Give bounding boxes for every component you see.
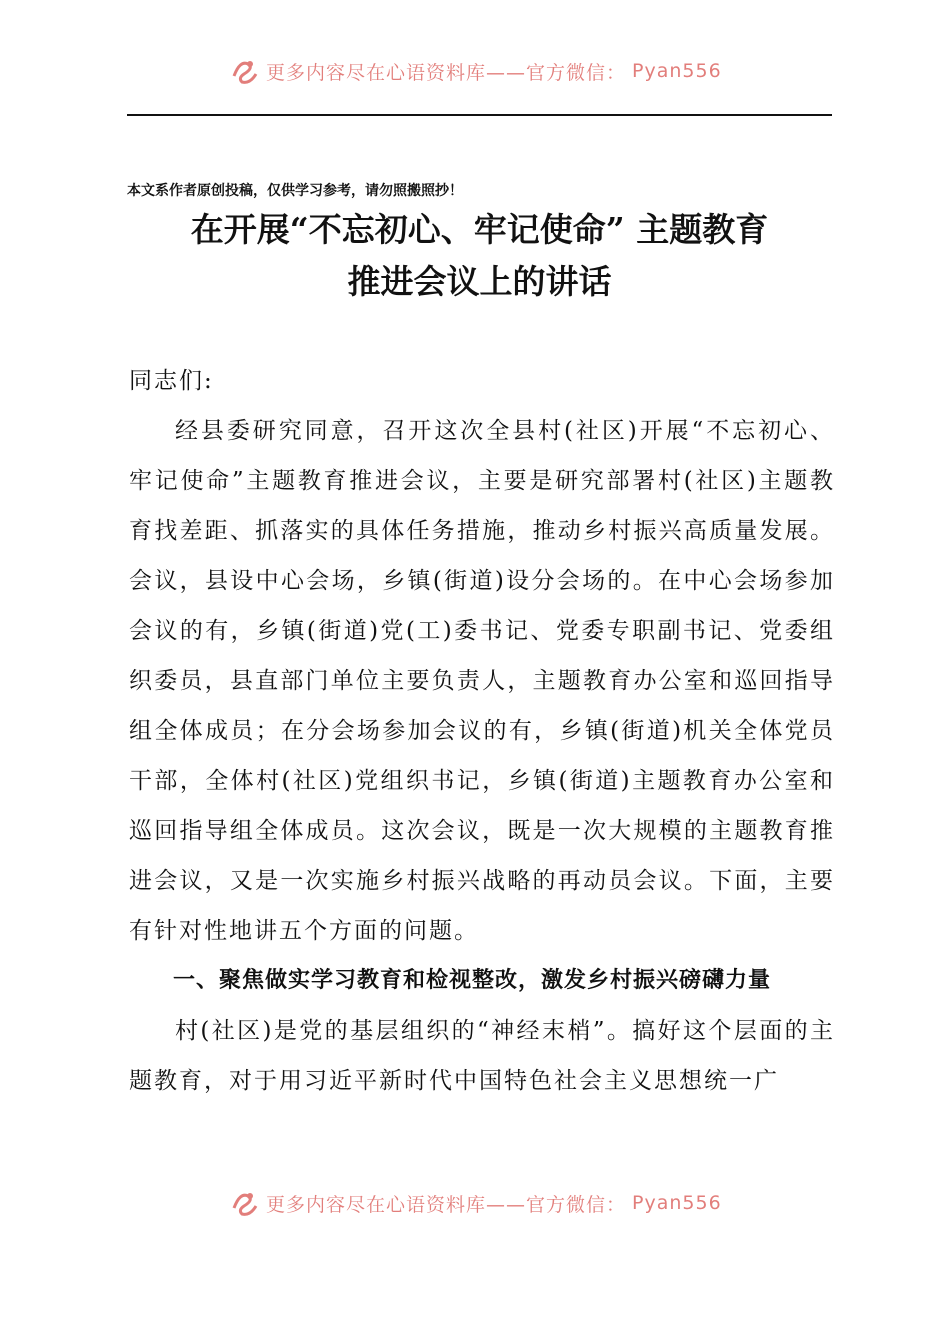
title-line-2: 推进会议上的讲话 [347, 262, 612, 301]
paragraph-2: 村(社区)是党的基层组织的“神经末梢”。搞好这个层面的主题教育，对于用习近平新时代中国特色社会主义思想统一广 [129, 1018, 835, 1094]
title-line-1: 在开展“不忘初心、牢记使命” 主题教育 [190, 210, 769, 249]
copyright-notice: 本文系作者原创投稿，仅供学习参考，请勿照搬照抄！ [127, 183, 463, 199]
logo-icon [230, 56, 260, 86]
salutation: 同志们: [129, 368, 214, 394]
paragraph-1: 经县委研究同意，召开这次全县村(社区)开展“不忘初心、牢记使命”主题教育推进会议，主要是研究部署村(社区)主题教育找差距、抓落实的具体任务措施，推动乡村振兴高质量发展。会议，县设中心会场，乡镇(街道)设分会场的。在中心会场参加会议的有，乡镇(街道)党(工)委书记、党委专职副书记、党委组织委员，县直部门单位主要负责人，主题教育办公室和巡回指导组全体成员；在分会场参加会议的有，乡镇(街道)机关全体党员干部，全体村(社区)党组织书记，乡镇(街道)主题教育办公室和巡回指导组全体成员。这次会议，既是一次大规模的主题教育推进会议，又是一次实施乡村振兴战略的再动员会议。下面，主要有针对性地讲五个方面的问题。 [129, 418, 835, 944]
logo-icon [230, 1188, 260, 1218]
section-heading-1: 一、聚焦做实学习教育和检视整改，激发乡村振兴磅礴力量 [173, 968, 772, 993]
watermark-top [230, 54, 750, 88]
document-title [127, 204, 832, 308]
header-rule [127, 114, 832, 116]
document-body [129, 356, 835, 1106]
watermark-text: 更多内容尽在心语资料库——官方微信： [266, 61, 627, 84]
watermark-text: 更多内容尽在心语资料库——官方微信： [266, 1193, 627, 1216]
watermark-handle: Pyan556 [632, 60, 722, 82]
watermark-bottom [230, 1186, 750, 1220]
watermark-handle: Pyan556 [632, 1192, 722, 1214]
